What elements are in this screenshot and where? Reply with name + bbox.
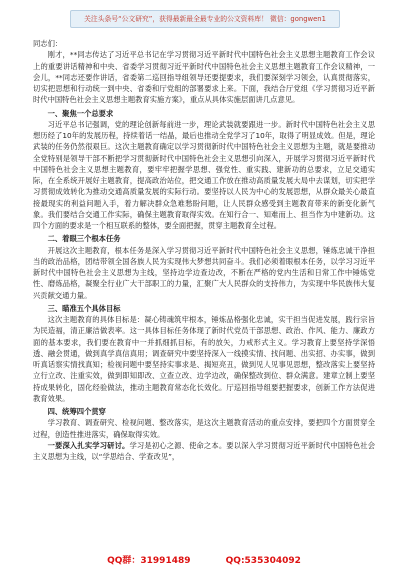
section-3-paragraph: 这次主题教育的具体目标是：凝心铸魂筑牢根本，锤炼品格强化忠诚，实干担当促进发展，践行宗旨为民造福，清正廉洁做表率。这一具体目标任务体现了新时代党员干部思想、政治、作风、能力、廉政方面的基本要求，我们要在教育中一并抓细抓目标，有的放矢，力戒形式主义。学习教育上要坚持学深悟透、融会贯通，做到真学真信真用；调查研究中要坚持深入一线摸实情、找问题、出实招、办实事，做到听真话察实情找真知；检视问题中要坚持实事求是、揭短亮丑，做到见人见事见思想，整改落实上要坚持立行立改、注重实效，做到即知即改、立查立改、边学边改，确保整改到位、群众满意。建章立制上要坚持成果转化，固化经验做法，推动主题教育常态化长效化。厅巡回指导组要把握要求，创新工作方法促进教育效果。 (33, 315, 375, 403)
salutation: 同志们： (33, 39, 63, 48)
footer-qq: QQ:535304092 (225, 556, 301, 566)
section-4-item-1 (33, 440, 375, 463)
header-banner: 关注头条号“公文研究”，获得最新最全最专业的公文资料库！ 微信：gongwen1 (70, 10, 340, 28)
footer-qq-group: QQ群：31991489 (107, 556, 191, 566)
intro-paragraph: 刚才，**同志传达了习近平总书记在学习贯彻习近平新时代中国特色社会主义思想主题教育工作会议上的重要讲话精神和中央、省委学习贯彻习近平新时代中国特色社会主义思想主题教育工作会议精神，一会儿，**同志还要作讲话，省委第二巡回指导组领导还要提要求，我们要深刻学习领会，认真贯彻落实，切实把思想和行动统一到中央、省委和厅党组的部署要求上来。下面，我结合厅党组《学习贯彻习近平新时代中国特色社会主义思想主题教育实施方案》，重点从具体实施层面讲几点意见。 (33, 50, 375, 105)
footer-contact (0, 553, 408, 566)
section-1-heading: 一、聚焦一个总要求 (47, 108, 114, 118)
section-4-item-1-label: 一要深入扎实学习研讨。 (47, 440, 130, 450)
section-4-heading: 四、统筹四个贯穿 (47, 407, 106, 416)
section-2-heading: 二、着眼三个根本任务 (47, 234, 121, 244)
section-1-paragraph: 习近平总书记强调，党的理论创新每前进一步，理论武装就要跟进一步。新时代中国特色社会主义思想历经了10年的发展历程，持续着话一结晶，最后也推动全党学习了10年，取得了明显成效。但是，理论武装的任务仍然很艰巨。这次主题教育确定以学习贯彻新时代中国特色社会主义思想为主题，就是要推动全党特别是领导干部不断把学习贯彻新时代中国特色社会主义思想引向深入，开展学习贯彻习近平新时代中国特色社会主义思想主题教育，要牢牢把握学思想、强党性、重实践、建新功的总要求，立足交通实际，在全系统开展好主题教育，提高政治站位，把交通工作放在推动高质量发展大局中去谋划，切实把学习贯彻成效转化为推动交通高质量发展的实际行动。要坚持以人民为中心的发展思想，从群众最关心最直接最现实的利益问题入手，着力解决群众急难愁盼问题，让人民群众感受到主题教育带来的新变化新气象。我们要结合交通工作实际，确保主题教育取得实效。在知行合一、知难而上、担当作为中建新功。这四个方面的要求是一个相互联系的整体，要全面把握，贯穿主题教育全过程。 (33, 119, 375, 230)
section-4-item-1-text: 学习是初心之源、使命之本。要以深入学习贯彻习近平新时代中国特色社会主义思想为主线，以“学思结合、学查改见”， (33, 440, 375, 461)
section-2-paragraph: 开展这次主题教育，根本任务是深入学习贯彻习近平新时代中国特色社会主义思想，锤炼忠诚干净担当的政治品格，团结带领全国各族人民为实现伟大梦想共同奋斗。我们必须着眼根本任务，以学习习近平新时代中国特色社会主义思想为主线，坚持边学边查边改，不断在严格的党内生活和日常工作中锤炼党性、磨炼品格，凝聚全行业广大干部职工的力量，汇聚广大人民群众的支持伟力，为实现中华民族伟大复兴贡献交通力量。 (33, 245, 375, 300)
section-3-heading: 三、瞄准五个具体目标 (47, 303, 121, 313)
document-body (33, 38, 375, 462)
section-4-paragraph: 学习教育、调查研究、检视问题、整改落实，是这次主题教育活动的重点安排，要把四个方面贯穿全过程，创造性推进落实，确保取得实效。 (33, 418, 375, 439)
